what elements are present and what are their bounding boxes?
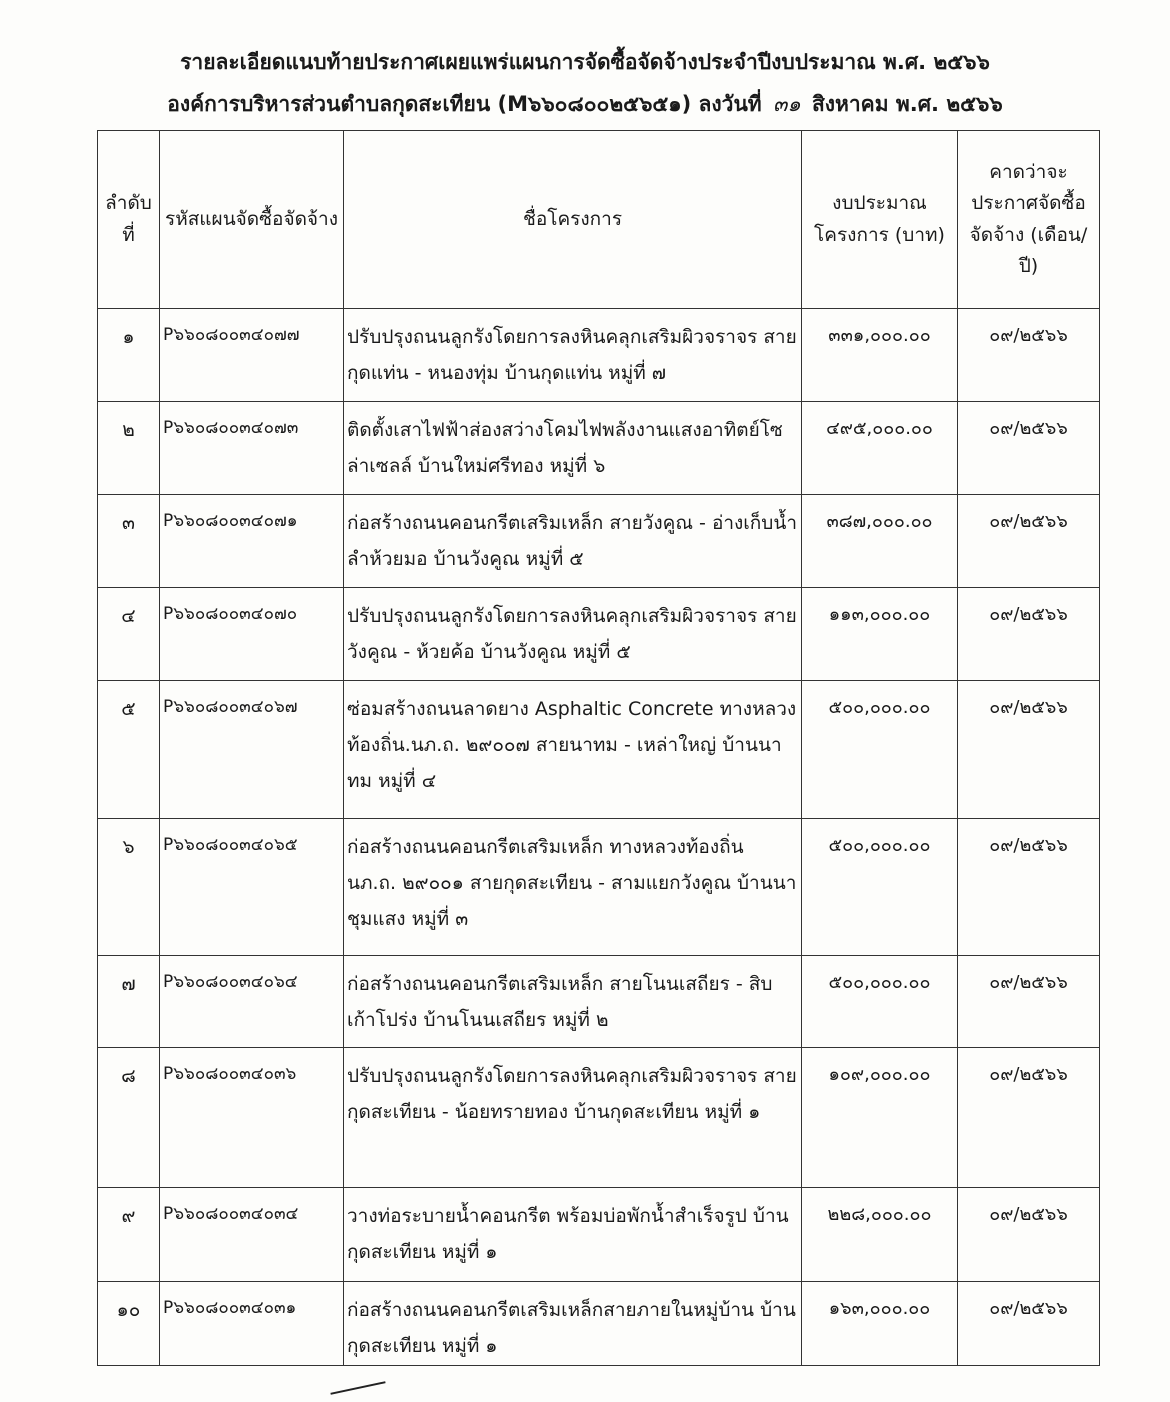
table-row (98, 495, 1100, 588)
row-budget: ๕๐๐,๐๐๐.๐๐ (802, 956, 958, 1048)
row-project-name: ปรับปรุงถนนลูกรังโดยการลงหินคลุกเสริมผิวจราจร สายกุดแท่น - หนองทุ่ม บ้านกุดแท่น หมู่ที่ ๗ (344, 309, 802, 402)
row-no: ๖ (98, 819, 160, 956)
row-no: ๔ (98, 588, 160, 681)
table-row (98, 956, 1100, 1048)
table-row (98, 1048, 1100, 1188)
header-no: ลำดับที่ (98, 131, 160, 309)
row-announce-date: ๐๙/๒๕๖๖ (958, 1282, 1100, 1366)
row-plan-code: P๖๖๐๘๐๐๓๔๐๓๖ (160, 1048, 344, 1188)
table-row (98, 819, 1100, 956)
row-no: ๘ (98, 1048, 160, 1188)
row-project-name: ก่อสร้างถนนคอนกรีตเสริมเหล็ก สายวังคูณ - อ่างเก็บน้ำลำห้วยมอ บ้านวังคูณ หมู่ที่ ๕ (344, 495, 802, 588)
row-budget: ๕๐๐,๐๐๐.๐๐ (802, 681, 958, 819)
row-announce-date: ๐๙/๒๕๖๖ (958, 1188, 1100, 1282)
row-budget: ๒๒๘,๐๐๐.๐๐ (802, 1188, 958, 1282)
row-plan-code: P๖๖๐๘๐๐๓๔๐๗๐ (160, 588, 344, 681)
row-budget: ๓๓๑,๐๐๐.๐๐ (802, 309, 958, 402)
title-month-year: สิงหาคม พ.ศ. ๒๕๖๖ (811, 92, 1003, 116)
row-announce-date: ๐๙/๒๕๖๖ (958, 1048, 1100, 1188)
signature-stroke (330, 1381, 385, 1395)
row-budget: ๑๖๓,๐๐๐.๐๐ (802, 1282, 958, 1366)
row-no: ๕ (98, 681, 160, 819)
row-announce-date: ๐๙/๒๕๖๖ (958, 956, 1100, 1048)
row-no: ๑๐ (98, 1282, 160, 1366)
header-announce-date: คาดว่าจะประกาศจัดซื้อจัดจ้าง (เดือน/ปี) (958, 131, 1100, 309)
row-plan-code: P๖๖๐๘๐๐๓๔๐๖๗ (160, 681, 344, 819)
table-row (98, 681, 1100, 819)
row-announce-date: ๐๙/๒๕๖๖ (958, 588, 1100, 681)
row-no: ๗ (98, 956, 160, 1048)
row-plan-code: P๖๖๐๘๐๐๓๔๐๗๑ (160, 495, 344, 588)
document-title-line2 (0, 88, 1170, 121)
row-project-name: ก่อสร้างถนนคอนกรีตเสริมเหล็กสายภายในหมู่บ้าน บ้านกุดสะเทียน หมู่ที่ ๑ (344, 1282, 802, 1366)
row-plan-code: P๖๖๐๘๐๐๓๔๐๓๑ (160, 1282, 344, 1366)
row-budget: ๑๐๙,๐๐๐.๐๐ (802, 1048, 958, 1188)
table-row (98, 1188, 1100, 1282)
table-row (98, 1282, 1100, 1366)
row-project-name: ซ่อมสร้างถนนลาดยาง Asphaltic Concrete ทางหลวงท้องถิ่น.นภ.ถ. ๒๙๐๐๗ สายนาทม - เหล่าใหญ่ บ้านนาทม หมู่ที่ ๔ (344, 681, 802, 819)
row-budget: ๕๐๐,๐๐๐.๐๐ (802, 819, 958, 956)
row-budget: ๑๑๓,๐๐๐.๐๐ (802, 588, 958, 681)
row-plan-code: P๖๖๐๘๐๐๓๔๐๖๔ (160, 956, 344, 1048)
row-announce-date: ๐๙/๒๕๖๖ (958, 681, 1100, 819)
header-budget: งบประมาณโครงการ (บาท) (802, 131, 958, 309)
row-announce-date: ๐๙/๒๕๖๖ (958, 402, 1100, 495)
row-plan-code: P๖๖๐๘๐๐๓๔๐๗๓ (160, 402, 344, 495)
row-plan-code: P๖๖๐๘๐๐๓๔๐๖๕ (160, 819, 344, 956)
row-budget: ๔๙๕,๐๐๐.๐๐ (802, 402, 958, 495)
row-no: ๒ (98, 402, 160, 495)
row-announce-date: ๐๙/๒๕๖๖ (958, 819, 1100, 956)
header-project-name: ชื่อโครงการ (344, 131, 802, 309)
row-plan-code: P๖๖๐๘๐๐๓๔๐๗๗ (160, 309, 344, 402)
row-budget: ๓๘๗,๐๐๐.๐๐ (802, 495, 958, 588)
document-title-line1: รายละเอียดแนบท้ายประกาศเผยแพร่แผนการจัดซื้อจัดจ้างประจำปีงบประมาณ พ.ศ. ๒๕๖๖ (180, 50, 990, 74)
row-announce-date: ๐๙/๒๕๖๖ (958, 309, 1100, 402)
row-no: ๓ (98, 495, 160, 588)
title-org-and-date-prefix: องค์การบริหารส่วนตำบลกุดสะเทียน (M๖๖๐๘๐๐๒๕๖๕๑) ลงวันที่ (167, 92, 762, 116)
row-project-name: ติดตั้งเสาไฟฟ้าส่องสว่างโคมไฟพลังงานแสงอาทิตย์โซล่าเซลล์ บ้านใหม่ศรีทอง หมู่ที่ ๖ (344, 402, 802, 495)
table-row (98, 402, 1100, 495)
row-no: ๑ (98, 309, 160, 402)
row-plan-code: P๖๖๐๘๐๐๓๔๐๓๔ (160, 1188, 344, 1282)
table-header-row (98, 131, 1100, 309)
row-project-name: ก่อสร้างถนนคอนกรีตเสริมเหล็ก ทางหลวงท้องถิ่น นภ.ถ. ๒๙๐๐๑ สายกุดสะเทียน - สามแยกวังคูณ บ้านนาชุมแสง หมู่ที่ ๓ (344, 819, 802, 956)
header-plan-code: รหัสแผนจัดซื้อจัดจ้าง (160, 131, 344, 309)
row-project-name: ก่อสร้างถนนคอนกรีตเสริมเหล็ก สายโนนเสถียร - สิบเก้าโปร่ง บ้านโนนเสถียร หมู่ที่ ๒ (344, 956, 802, 1048)
row-project-name: ปรับปรุงถนนลูกรังโดยการลงหินคลุกเสริมผิวจราจร สายวังคูณ - ห้วยค้อ บ้านวังคูณ หมู่ที่ ๕ (344, 588, 802, 681)
row-announce-date: ๐๙/๒๕๖๖ (958, 495, 1100, 588)
handwritten-day: ๓๑ (772, 92, 801, 116)
procurement-plan-table (97, 130, 1100, 1366)
row-project-name: ปรับปรุงถนนลูกรังโดยการลงหินคลุกเสริมผิวจราจร สายกุดสะเทียน - น้อยทรายทอง บ้านกุดสะเทียน หมู่ที่ ๑ (344, 1048, 802, 1188)
row-no: ๙ (98, 1188, 160, 1282)
table-row (98, 588, 1100, 681)
table-row (98, 309, 1100, 402)
row-project-name: วางท่อระบายน้ำคอนกรีต พร้อมบ่อพักน้ำสำเร็จรูป บ้านกุดสะเทียน หมู่ที่ ๑ (344, 1188, 802, 1282)
